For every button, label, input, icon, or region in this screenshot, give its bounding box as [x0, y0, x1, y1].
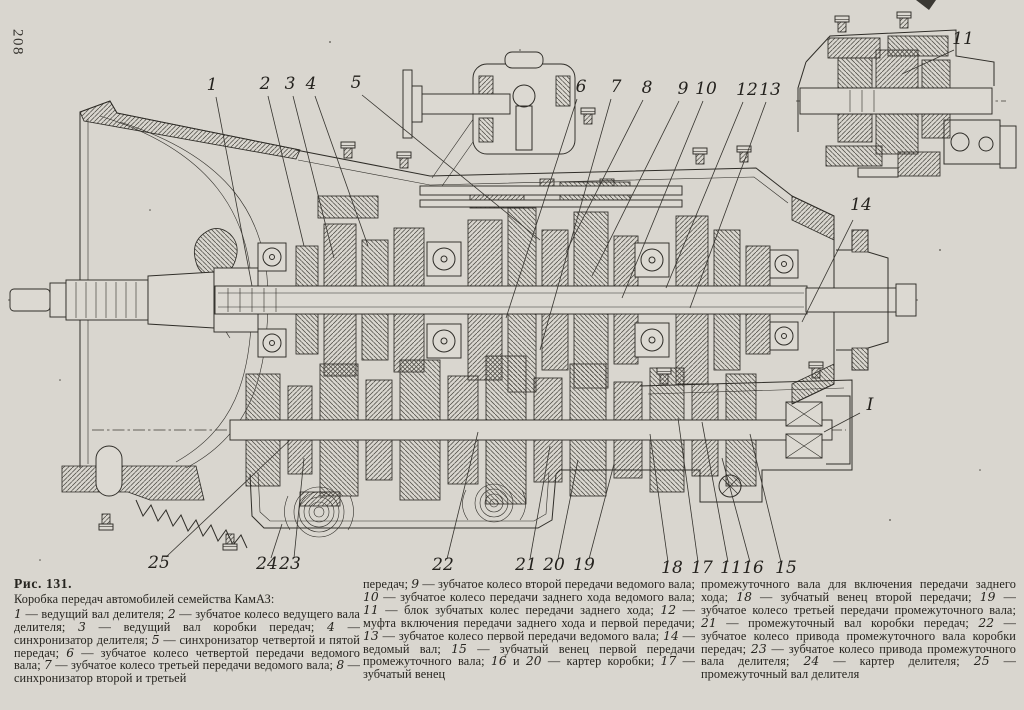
callout-7: 7: [610, 77, 622, 97]
callout-2: 2: [259, 74, 271, 94]
callout-20: 20: [543, 555, 565, 575]
callout-12: 12: [736, 80, 758, 100]
legend-text-1: 1 — ведущий вал делителя; 2 — зубчатое колесо ведущего вала делителя; 3 — ведущий вал коробки передач; 4 — синхронизатор делителя; 5 — синхронизатор четвертой и пятой передач; 6 — зубчатое колесо четвертой передачи ведомого вала; 7 — зубчатое колесо третьей передачи ведомого вала; 8 — синхронизатор второй и третьей: [14, 606, 360, 686]
callout-6: 6: [575, 77, 587, 97]
callout-11: 11: [720, 558, 742, 575]
callout-3: 3: [284, 74, 296, 94]
callout-10: 10: [695, 79, 717, 99]
callout-18: 18: [661, 558, 683, 575]
callout-4: 4: [305, 74, 317, 94]
figure-title: Коробка передач автомобилей семейства КамАЗ:: [14, 591, 275, 606]
callout-11: 11: [952, 29, 974, 49]
output-flange: [806, 230, 916, 370]
callout-13: 13: [759, 80, 781, 100]
callout-21: 21: [515, 555, 537, 575]
callout-22: 22: [432, 555, 454, 575]
shift-tower: [403, 52, 682, 207]
leader-line-15: [750, 434, 781, 562]
figure-label: Рис. 131.: [14, 576, 73, 591]
shift-rail: [420, 200, 682, 207]
callout-17: 17: [691, 558, 713, 575]
leader-line-4: [315, 96, 368, 246]
control-rod: [408, 94, 510, 114]
callout-25: 25: [148, 553, 170, 573]
callout-24: 24: [256, 554, 278, 574]
inset-detail-view: [798, 12, 1016, 177]
callout-1: 1: [206, 75, 218, 95]
callout-19: 19: [573, 555, 595, 575]
leader-line-24: [271, 524, 282, 558]
callout-8: 8: [641, 78, 653, 98]
shift-rail: [420, 186, 682, 195]
callout-14: 14: [850, 195, 872, 215]
callout-I: I: [866, 395, 874, 415]
callout-5: 5: [350, 73, 362, 93]
callout-16: 16: [742, 558, 764, 575]
callout-23: 23: [279, 554, 301, 574]
figure-caption: [0, 576, 1024, 710]
leader-line-3: [293, 96, 334, 258]
caption-column-2: передач; 9 — зубчатое колесо второй передачи ведомого вала; 10 — зубчатое колесо передачи заднего хода ведомого вала; 11 — блок зубчатых колес передачи заднего хода; 12 — муфта включения передачи заднего хода и первой передачи; 13 — зубчатое колесо первой передачи ведомого вала; 14 — ведомый вал; 15 — зубчатый венец первой передачи промежуточного вала; 16 и 20 — картер коробки; 17 — зубчатый венец: [363, 577, 696, 682]
caption-column-3: промежуточного вала для включения передачи заднего хода; 18 — зубчатый венец второй передачи; 19 — зубчатое колесо третьей передачи промежуточного вала; 21 — промежуточный вал коробки передач; 22 — зубчатое колесо привода промежуточного вала коробки передач; 23 — зубчатое колесо привода промежуточного вала делителя; 24 — картер делителя; 25 — промежуточный вал делителя: [701, 577, 1017, 682]
callout-15: 15: [775, 558, 797, 575]
callout-9: 9: [677, 79, 689, 99]
page-number: 208: [9, 29, 26, 56]
caption-column-1: [14, 578, 360, 685]
